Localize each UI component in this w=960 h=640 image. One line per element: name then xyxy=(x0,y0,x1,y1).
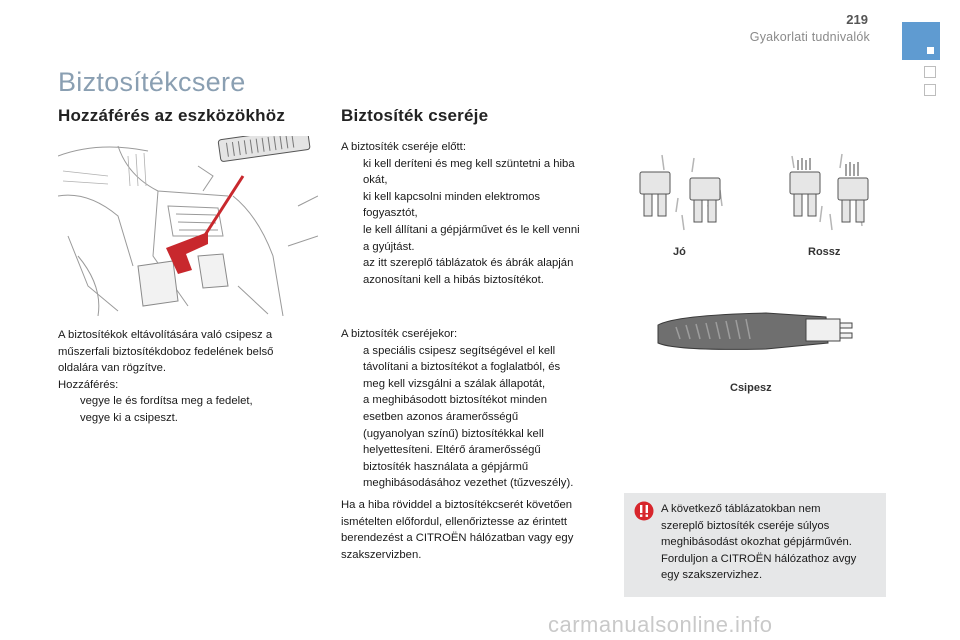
fuse-tweezer-illustration xyxy=(656,305,856,360)
bullet-item xyxy=(341,222,611,255)
body-line: oldalára van rögzítve. xyxy=(58,362,167,375)
left-section-heading: Hozzáférés az eszközökhöz xyxy=(58,106,286,125)
warning-line: A következő táblázatokban nem xyxy=(661,503,821,515)
warning-line: egy szakszervizhez. xyxy=(661,569,763,582)
bullet-line: meghibásodásához vezethet (tűzveszély). xyxy=(363,477,574,490)
chapter-tab xyxy=(902,22,940,60)
body-line: műszerfali biztosítékdoboz fedelének belső xyxy=(58,345,274,358)
nav-square-icon xyxy=(924,66,936,78)
closing-line: Ha a hiba röviddel a biztosítékcserét követően xyxy=(341,499,573,511)
nav-square-icon xyxy=(924,84,936,96)
warning-line: meghibásodást okozhat gépjárművén. xyxy=(661,536,852,549)
closing-line: szakszervizben. xyxy=(341,548,422,561)
during-replacement-text xyxy=(341,326,611,492)
bullet-line: le kell állítani a gépjárművet és le kell venni xyxy=(363,223,580,236)
fuse-good-illustration xyxy=(632,150,732,235)
right-section-heading: Biztosíték cseréje xyxy=(341,106,489,125)
bullet-line: az itt szereplő táblázatok és ábrák alapján xyxy=(363,257,574,270)
bullet-item xyxy=(341,255,611,288)
bullet-line: ki kell deríteni és meg kell szüntetni a hiba xyxy=(363,157,575,170)
closing-line: berendezést a CITROËN hálózatban vagy egy xyxy=(341,532,574,545)
page-number: 219 xyxy=(846,12,868,27)
warning-text xyxy=(661,501,881,584)
tweezer-label: Csipesz xyxy=(730,382,772,394)
bullet-item xyxy=(341,189,611,222)
bullet-line: azonosítani kell a hibás biztosítékot. xyxy=(363,273,544,286)
before-replacement-text xyxy=(341,139,611,288)
bullet-line: (ugyanolyan színű) biztosítékkal kell xyxy=(363,427,544,440)
fuse-bad-illustration xyxy=(780,150,880,235)
bullet-line: meg kell vizsgálni a szálak állapotát, xyxy=(363,377,546,390)
bullet-item xyxy=(341,343,611,393)
warning-line: Forduljon a CITROËN hálózathoz avgy xyxy=(661,552,857,565)
bullet-line: ki kell kapcsolni minden elektromos xyxy=(363,190,541,203)
warning-exclamation-icon xyxy=(634,501,654,521)
bullet-line: távolítani a biztosítékot a foglalatból, és xyxy=(363,361,561,374)
bullet-line: esetben azonos áramerősségű xyxy=(363,410,519,423)
body-line: A biztosítékok eltávolítására való csipesz a xyxy=(58,329,273,341)
bullet-line: vegye le és fordítsa meg a fedelet, xyxy=(80,395,253,408)
chapter-tab-marker-icon xyxy=(927,47,934,54)
bullet-item xyxy=(58,393,323,410)
bullet-line: a speciális csipesz segítségével el kell xyxy=(363,344,556,357)
closing-line: ismételten előfordul, ellenőriztesse az érintett xyxy=(341,515,568,528)
body-line: Hozzáférés: xyxy=(58,378,119,391)
page-title: Biztosítékcsere xyxy=(58,67,246,97)
during-intro: A biztosíték cseréjekor: xyxy=(341,328,458,340)
left-body-text xyxy=(58,327,323,427)
good-fuse-label: Jó xyxy=(673,246,686,258)
bullet-item xyxy=(341,392,611,492)
watermark: carmanualsonline.info xyxy=(548,612,773,637)
warning-line: szereplő biztosíték cseréje súlyos xyxy=(661,519,830,532)
bullet-line: biztosíték használata a gépjármű xyxy=(363,460,529,473)
bullet-line: a gyújtást. xyxy=(363,240,415,253)
bullet-line: okát, xyxy=(363,174,388,187)
bullet-line: helyettesíteni. Eltérő áramerősségű xyxy=(363,444,541,457)
bullet-item xyxy=(58,410,323,427)
bullet-line: fogyasztót, xyxy=(363,207,418,220)
bullet-line: a meghibásodott biztosítékot minden xyxy=(363,394,547,407)
bullet-item xyxy=(341,156,611,189)
before-intro: A biztosíték cseréje előtt: xyxy=(341,141,466,153)
dashboard-fusebox-illustration xyxy=(58,136,318,316)
warning-box xyxy=(624,493,886,597)
bad-fuse-label: Rossz xyxy=(808,246,841,258)
closing-paragraph xyxy=(341,497,611,563)
running-header: Gyakorlati tudnivalók xyxy=(749,30,870,44)
bullet-line: vegye ki a csipeszt. xyxy=(80,411,178,424)
